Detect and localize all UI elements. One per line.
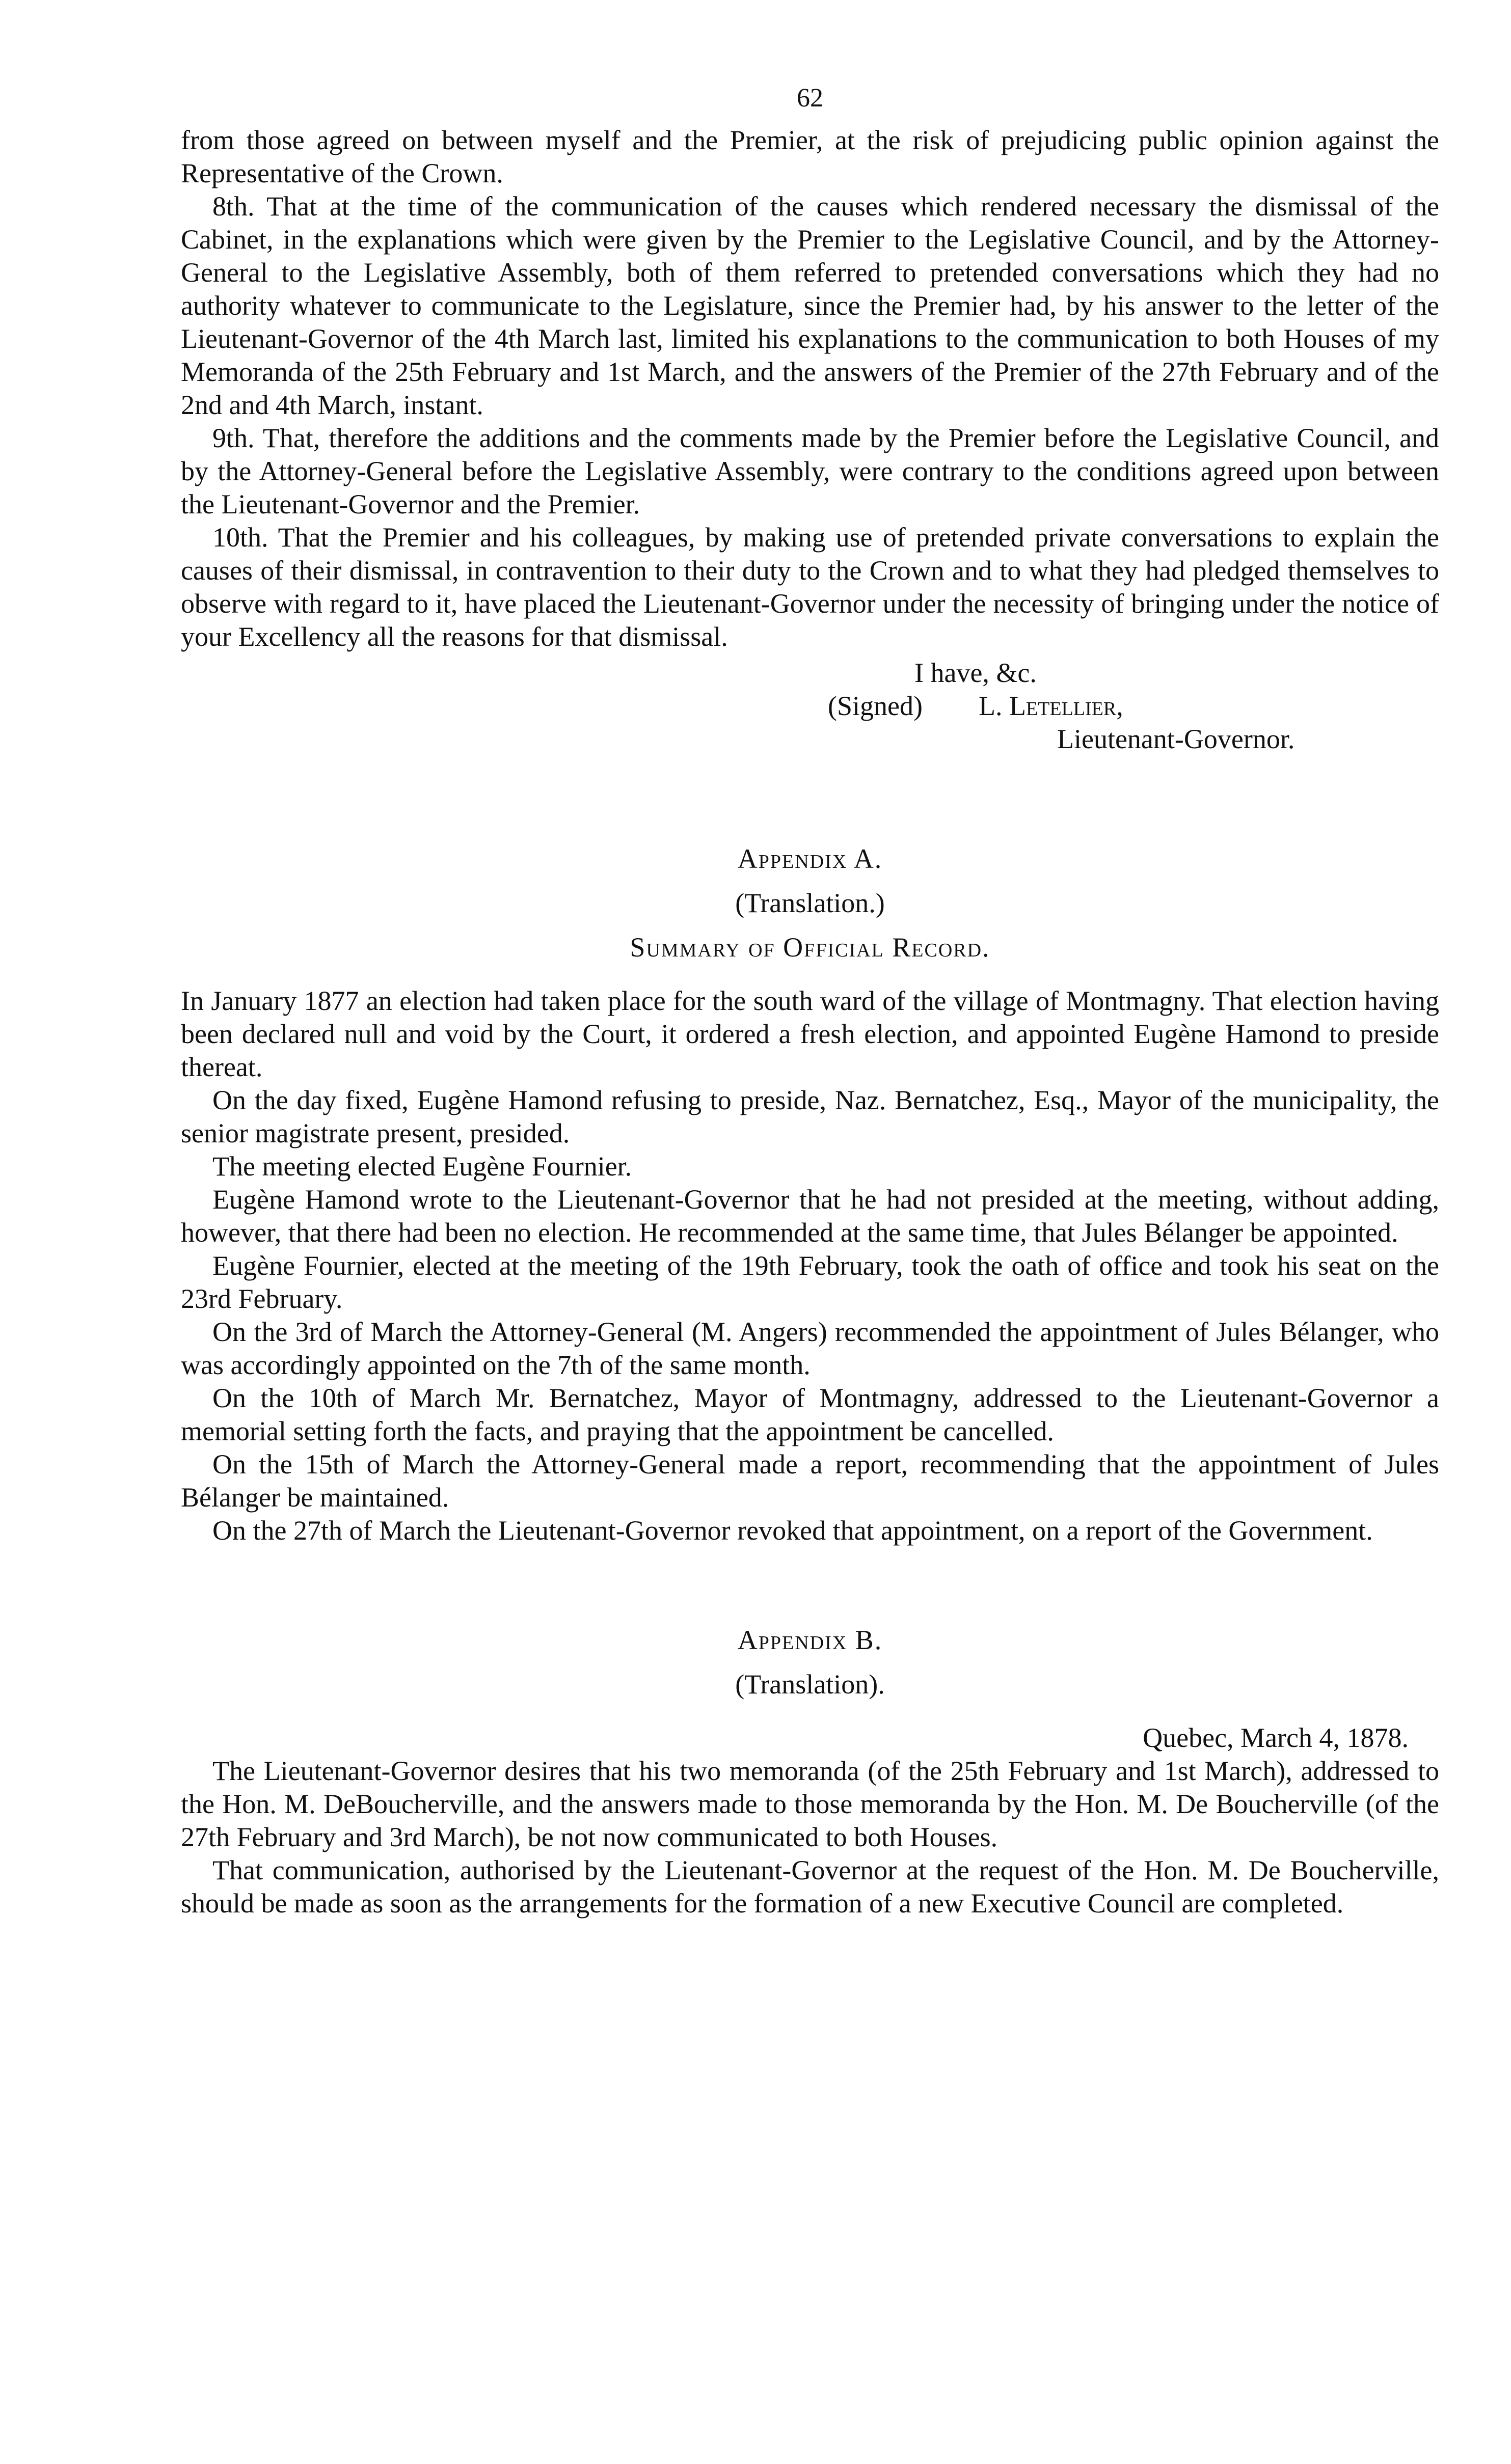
letter-body xyxy=(181,124,1439,653)
signed-label: (Signed) xyxy=(828,691,923,721)
appendix-b-body xyxy=(181,1755,1439,1920)
appendix-a-paragraph: On the 27th of March the Lieutenant-Governor revoked that appointment, on a report of the Government. xyxy=(212,1515,1373,1546)
appendix-a-translation-note: (Translation.) xyxy=(735,888,885,918)
signer-title: Lieutenant-Governor. xyxy=(1057,724,1295,754)
page-number: 62 xyxy=(797,84,823,113)
appendix-a-body xyxy=(181,984,1439,1547)
signature-line xyxy=(828,690,1450,723)
letter-paragraph-continued: from those agreed on between myself and the Premier, at the risk of prejudicing public opinion against the Representative of the Crown. xyxy=(181,125,1439,188)
letter-closing xyxy=(181,656,1450,756)
appendix-a-paragraph: Eugène Fournier, elected at the meeting of the 19th February, took the oath of office and took his seat on the 23rd February. xyxy=(181,1250,1439,1314)
letter-paragraph-9th: 9th. That, therefore the additions and the comments made by the Premier before the Legislative Council, and by the Attorney-General before the Legislative Assembly, were contrary to the conditions agreed upon between the Lieutenant-Governor and the Premier. xyxy=(181,423,1439,519)
appendix-b-dateline: Quebec, March 4, 1878. xyxy=(1143,1722,1409,1753)
appendix-a-paragraph: On the 3rd of March the Attorney-General (M. Angers) recommended the appointment of Jules Bélanger, who was accordingly appointed on the 7th of the same month. xyxy=(181,1317,1439,1380)
appendix-a-title: Summary of Official Record. xyxy=(630,932,990,963)
appendix-a-paragraph: Eugène Hamond wrote to the Lieutenant-Governor that he had not presided at the meeting, without adding, however, that there had been no election. He recommended at the same time, that Jules Bélanger be appointed. xyxy=(181,1184,1439,1248)
appendix-b-translation-note: (Translation). xyxy=(735,1669,885,1700)
appendix-a-paragraph: On the day fixed, Eugène Hamond refusing to preside, Naz. Bernatchez, Esq., Mayor of the municipality, the senior magistrate present, presided. xyxy=(181,1085,1439,1148)
letter-paragraph-10th: 10th. That the Premier and his colleagues, by making use of pretended private conversations to explain the causes of their dismissal, in contravention to their duty to the Crown and to what they had pledged themselves to observe with regard to it, have placed the Lieutenant-Governor under the necessity of bringing under the notice of your Excellency all the reasons for that dismissal. xyxy=(181,522,1439,652)
appendix-a-paragraph: The meeting elected Eugène Fournier. xyxy=(212,1151,632,1182)
appendix-a-paragraph: On the 15th of March the Attorney-General made a report, recommending that the appointment of Jules Bélanger be maintained. xyxy=(181,1449,1439,1513)
appendix-b-paragraph: That communication, authorised by the Lieutenant-Governor at the request of the Hon. M. De Boucherville, should be made as soon as the arrangements for the formation of a new Executive Council are completed. xyxy=(181,1855,1439,1919)
appendix-a-heading: Appendix A. xyxy=(737,843,883,874)
signer-name: L. Letellier, xyxy=(978,691,1123,721)
appendix-b-heading: Appendix B. xyxy=(737,1625,883,1655)
closing-formula: I have, &c. xyxy=(914,658,1037,688)
appendix-a-paragraph: In January 1877 an election had taken place for the south ward of the village of Montmagny. That election having been declared null and void by the Court, it ordered a fresh election, and appointed Eugène Hamond to preside thereat. xyxy=(181,985,1439,1082)
appendix-a-paragraph: On the 10th of March Mr. Bernatchez, Mayor of Montmagny, addressed to the Lieutenant-Governor a memorial setting forth the facts, and praying that the appointment be cancelled. xyxy=(181,1383,1439,1446)
appendix-b-paragraph: The Lieutenant-Governor desires that his two memoranda (of the 25th February and 1st March), addressed to the Hon. M. DeBoucherville, and the answers made to those memoranda by the Hon. M. De Boucherville (of the 27th February and 3rd March), be not now communicated to both Houses. xyxy=(181,1756,1439,1852)
letter-paragraph-8th: 8th. That at the time of the communication of the causes which rendered necessary the dismissal of the Cabinet, in the explanations which were given by the Premier to the Legislative Council, and by the Attorney-General to the Legislative Assembly, both of them referred to pretended conversations which they had no authority whatever to communicate to the Legislature, since the Premier had, by his answer to the letter of the Lieutenant-Governor of the 4th March last, limited his explanations to the communication to both Houses of my Memoranda of the 25th February and 1st March, and the answers of the Premier of the 27th February and of the 2nd and 4th March, instant. xyxy=(181,191,1439,420)
